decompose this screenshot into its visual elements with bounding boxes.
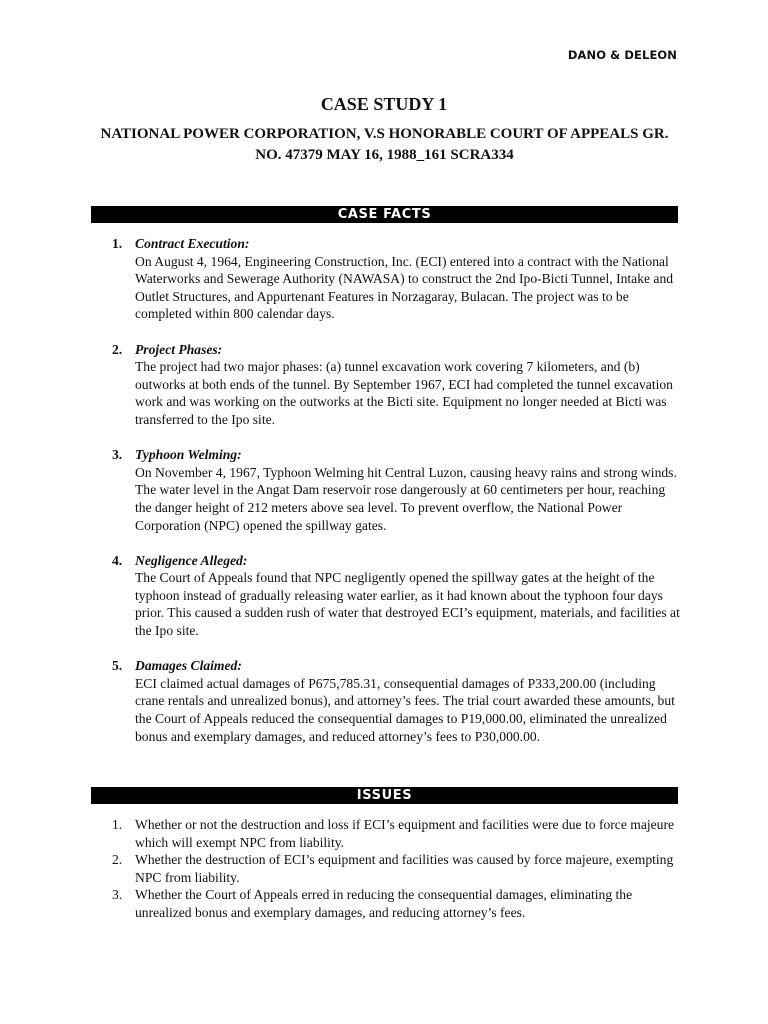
issues-list [91, 816, 681, 922]
fact-number: 3. [112, 447, 123, 463]
issues-heading: ISSUES [91, 787, 678, 804]
issue-item [91, 886, 681, 921]
fact-item [91, 657, 681, 745]
issue-text: Whether the destruction of ECI’s equipment and facilities was caused by force majeure, exempting NPC from liability. [135, 852, 674, 885]
issue-text: Whether or not the destruction and loss if ECI’s equipment and facilities were due to force majeure which will exempt NPC from liability. [135, 817, 675, 850]
page-title: CASE STUDY 1 [320, 94, 448, 114]
fact-number: 2. [112, 341, 123, 357]
fact-item [91, 341, 681, 429]
fact-item [91, 446, 681, 534]
fact-item [91, 552, 681, 640]
case-name: NATIONAL POWER CORPORATION, V.S HONORABLE COURT OF APPEALS GR. NO. 47379 MAY 16, 1988_161 SCRA334 [100, 126, 669, 163]
fact-body: On August 4, 1964, Engineering Construction, Inc. (ECI) entered into a contract with the National Waterworks and Sewerage Authority (NAWASA) to construct the 2nd Ipo-Bicti Tunnel, Intake and Outlet Structures, and Appurtenant Features in Norzagaray, Bulacan. The project was to be completed within 800 calendar days. [135, 253, 674, 322]
fact-title: Project Phases: [135, 341, 223, 357]
case-facts-list [91, 235, 681, 763]
issue-item [91, 816, 681, 851]
header-authors: DANO & DELEON [567, 48, 677, 62]
fact-title: Damages Claimed: [135, 658, 242, 674]
fact-title: Contract Execution: [135, 236, 250, 251]
fact-title: Typhoon Welming: [135, 447, 242, 463]
fact-item [91, 235, 681, 323]
issue-number: 2. [112, 852, 123, 868]
fact-body: The project had two major phases: (a) tunnel excavation work covering 7 kilometers, and (b) outworks at both ends of the tunnel. By September 1967, ECI had completed the tunnel excavation work and was working on the outworks at the Bicti site. Equipment no longer needed at Bicti was transferred to the Ipo site. [135, 359, 673, 427]
fact-number: 5. [112, 658, 123, 674]
issue-text: Whether the Court of Appeals erred in reducing the consequential damages, eliminating the unrealized bonus and exemplary damages, and reducing attorney’s fees. [135, 887, 633, 920]
fact-title: Negligence Alleged: [135, 552, 248, 568]
fact-number: 4. [112, 552, 123, 568]
issue-number: 1. [112, 817, 123, 832]
fact-body: ECI claimed actual damages of P675,785.31, consequential damages of P333,200.00 (including crane rentals and unrealized bonus), and attorney’s fees. The trial court awarded these amounts, but the Court of Appeals reduced the consequential damages to P19,000.00, eliminated the unrealized bonus and exemplary damages, and reduced attorney’s fees to P30,000.00. [135, 675, 675, 744]
fact-body: The Court of Appeals found that NPC negligently opened the spillway gates at the height of the typhoon instead of gradually releasing water earlier, as it had known about the typhoon four days prior. This caused a sudden rush of water that destroyed ECI’s equipment, materials, and facilities at the Ipo site. [135, 570, 680, 639]
issue-number: 3. [112, 887, 123, 903]
fact-body: On November 4, 1967, Typhoon Welming hit Central Luzon, causing heavy rains and strong winds. The water level in the Angat Dam reservoir rose dangerously at 60 centimeters per hour, reaching the danger height of 212 meters above sea level. To prevent overflow, the National Power Corporation (NPC) opened the spillway gates. [135, 464, 677, 533]
case-facts-heading: CASE FACTS [91, 206, 678, 223]
fact-number: 1. [112, 236, 123, 251]
issue-item [91, 851, 681, 886]
